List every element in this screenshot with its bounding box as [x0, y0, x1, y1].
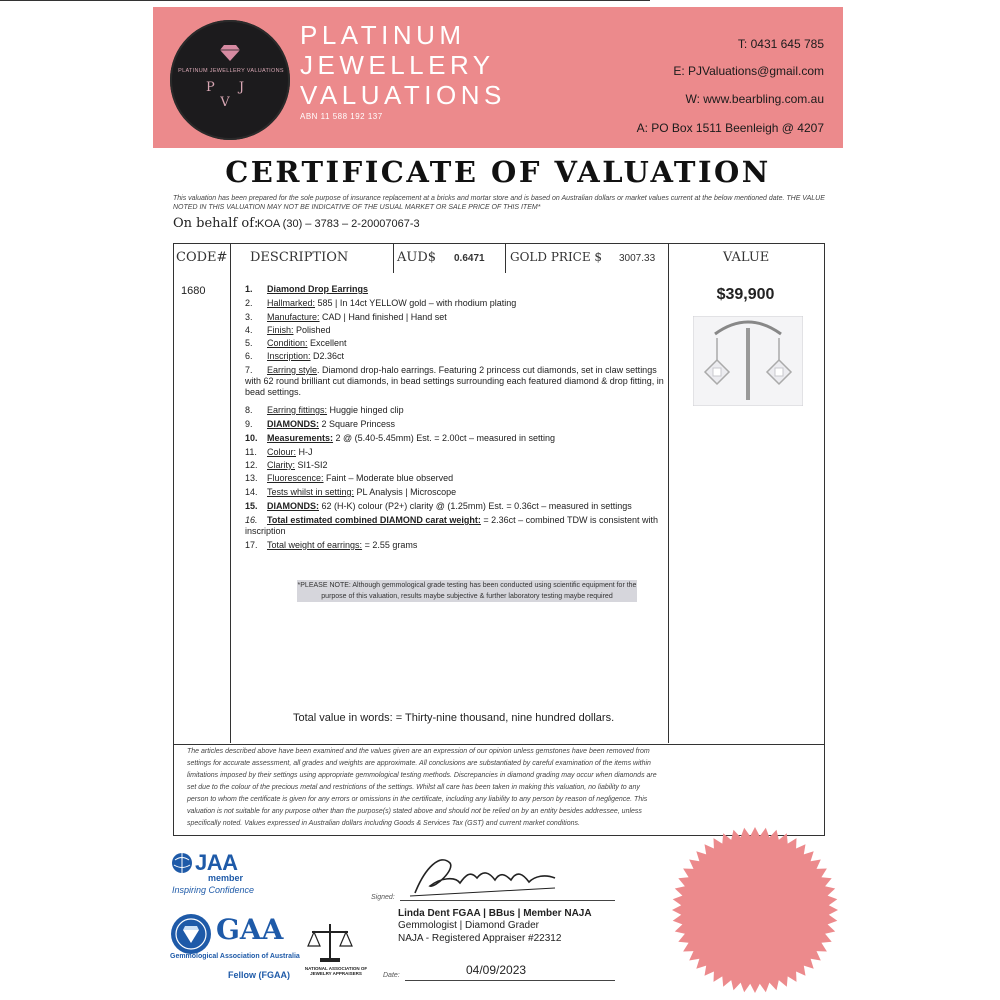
jaa-globe-icon: [171, 852, 193, 874]
list-item: [245, 460, 665, 471]
signed-label: Signed:: [371, 894, 395, 901]
behalf-label: On behalf of:: [173, 216, 259, 231]
list-item: [245, 433, 665, 444]
gaa-diamond-icon: [170, 913, 212, 955]
item-number: 8.: [245, 405, 253, 415]
item-text: PL Analysis | Microscope: [354, 487, 457, 497]
signature-line: [400, 900, 615, 901]
item-number: 13.: [245, 473, 258, 483]
item-text: Huggie hinged clip: [327, 405, 404, 415]
list-item: [245, 298, 665, 309]
signatory-naja: NAJA - Registered Appraiser #22312: [398, 933, 562, 944]
disclaimer-text: This valuation has been prepared for the sole purpose of insurance replacement at a bricks and mortar store and is based on Australian dollars or market values current at the below mentioned date. THE VALUE NOTED IN THIS VALUATION MAY NOT BE INDICATIVE OF THE USUAL MARKET OR SALE PRICE OF THIS ITEM*: [173, 195, 825, 211]
item-number: 5.: [245, 338, 253, 348]
item-code: 1680: [181, 285, 206, 297]
signature-image: [405, 848, 565, 903]
earring-photo: [693, 316, 803, 406]
item-label: Fluorescence:: [267, 473, 324, 483]
list-item: [245, 473, 665, 484]
list-item: [245, 405, 665, 416]
item-label: Diamond Drop Earrings: [267, 284, 369, 294]
contact-email: E: PJValuations@gmail.com: [673, 64, 824, 78]
item-label: Colour:: [267, 447, 297, 457]
header-aud-value: 0.6471: [454, 253, 485, 264]
item-text: 585 | In 14ct YELLOW gold – with rhodium plating: [315, 298, 517, 308]
gaa-fellow-text: Fellow (FGAA): [228, 970, 290, 980]
jaa-member-text: member: [208, 873, 244, 883]
contact-phone: T: 0431 645 785: [737, 37, 824, 51]
item-number: 3.: [245, 312, 253, 322]
signatory-name: Linda Dent FGAA | BBus | Member NAJA: [398, 908, 592, 919]
total-value-words: Total value in words: = Thirty-nine thousand, nine hundred dollars.: [293, 712, 615, 724]
item-number: 16.: [245, 515, 258, 525]
item-number: 4.: [245, 325, 253, 335]
item-text: 62 (H-K) colour (P2+) clarity @ (1.25mm) Est. = 0.36ct – measured in settings: [319, 501, 632, 511]
header-value: VALUE: [723, 250, 770, 265]
certificate-title: CERTIFICATE OF VALUATION: [225, 155, 771, 189]
list-item: [245, 365, 665, 398]
logo-ring-text: PLATINUM JEWELLERY VALUATIONS: [178, 68, 284, 74]
item-label: Measurements:: [267, 433, 334, 443]
header-code: CODE#: [176, 250, 228, 265]
item-number: 6.: [245, 351, 253, 361]
item-label: Total weight of earrings:: [267, 540, 363, 550]
list-item: [245, 540, 665, 551]
item-label: Earring fittings:: [267, 405, 328, 415]
item-text: SI1-SI2: [295, 460, 328, 470]
company-name: PLATINUM JEWELLERY VALUATIONS: [300, 20, 506, 110]
table-divider: [668, 243, 669, 743]
item-number: 7.: [245, 365, 253, 375]
date-value: 04/09/2023: [466, 963, 527, 977]
item-text: . Diamond drop-halo earrings. Featuring 2 princess cut diamonds, set in claw settings with 62 round brilliant cut diamonds, in bead settings surrounding each featured diamond & drop fitting, in bead settings.: [245, 365, 664, 397]
item-label: DIAMONDS:: [267, 501, 319, 511]
date-line: [405, 980, 615, 981]
list-item: [245, 515, 665, 537]
terms-text: The articles described above have been examined and the values given are an expression of our opinion unless gemstones have been removed from settings for accurate assessment, all grades and weights are approximate. All conclusions are substantiated by careful examination of the items within limitations imposed by their settings using appropriate gemmological testing methods. Discrepancies in diamond grading may occur when diamonds are set due to the colour of the precious metal and restrictions of the settings. Whilst all care has been taken in making this valuation, no liability to any person to whom the certificate is given for any errors or omissions in the certificate, including any liability to any person by reason of negligence. This valuation is not suitable for any purpose other than the purpose(s) stated above and should not be relied on by an entity besides addressee, unless specifically noted. Values expressed in Australian dollars including Goods & Services Tax (GST) and current market conditions.: [187, 748, 657, 827]
certificate-seal: [670, 825, 840, 995]
list-item: [245, 325, 665, 336]
item-label: Earring style: [267, 365, 318, 375]
list-item: [245, 447, 665, 458]
list-item: [245, 501, 665, 512]
table-divider: [505, 243, 506, 273]
gaa-full-name: Gemmological Association of Australia: [170, 953, 300, 960]
item-text: Excellent: [307, 338, 347, 348]
item-number: 2.: [245, 298, 253, 308]
item-text: 2 @ (5.40-5.45mm) Est. = 2.00ct – measured in setting: [333, 433, 556, 443]
gaa-logo-text: GAA: [216, 913, 284, 946]
item-text: CAD | Hand finished | Hand set: [319, 312, 447, 322]
item-text: Faint – Moderate blue observed: [323, 473, 454, 483]
behalf-value: KOA (30) – 3783 – 2-20007067-3: [257, 218, 420, 230]
diamond-icon: [220, 45, 240, 61]
item-label: Clarity:: [267, 460, 296, 470]
contact-website: W: www.bearbling.com.au: [685, 92, 824, 106]
list-item: [245, 312, 665, 323]
item-text: Polished: [293, 325, 331, 335]
item-number: 14.: [245, 487, 258, 497]
item-text: = 2.55 grams: [362, 540, 418, 550]
item-number: 10.: [245, 433, 258, 443]
item-label: Hallmarked:: [267, 298, 316, 308]
list-item: [245, 419, 665, 430]
item-number: 9.: [245, 419, 253, 429]
list-item: [245, 284, 665, 295]
please-note: *PLEASE NOTE: Although gemmological grade testing has been conducted using scientific equipment for the purpose of this valuation, results maybe subjective & further laboratory testing maybe required: [297, 582, 637, 600]
jaa-logo-text: JAA: [195, 850, 238, 875]
date-label: Date:: [383, 972, 400, 979]
signatory-role: Gemmologist | Diamond Grader: [398, 920, 539, 931]
list-item: [245, 338, 665, 349]
item-label: Condition:: [267, 338, 308, 348]
header-gold-value: 3007.33: [619, 253, 656, 264]
item-label: Finish:: [267, 325, 294, 335]
jaa-tagline: Inspiring Confidence: [172, 885, 255, 895]
item-label: Tests whilst in setting:: [267, 487, 355, 497]
item-text: H-J: [296, 447, 313, 457]
header-aud-label: AUD$: [397, 250, 437, 265]
header-description: DESCRIPTION: [250, 250, 349, 265]
item-text: D2.36ct: [310, 351, 345, 361]
table-divider: [230, 243, 231, 743]
item-text: 2 Square Princess: [319, 419, 396, 429]
item-label: Inscription:: [267, 351, 311, 361]
item-number: 17.: [245, 540, 258, 550]
item-label: Manufacture:: [267, 312, 320, 322]
list-item: [245, 351, 665, 362]
table-divider: [393, 243, 394, 273]
header-gold-label: GOLD PRICE $: [510, 250, 603, 264]
item-number: 1.: [245, 284, 253, 294]
item-text: = 2.36ct – combined TDW is consistent with inscription: [245, 515, 659, 536]
item-number: 15.: [245, 501, 258, 511]
list-item: [245, 487, 665, 498]
logo-initials: P J V: [205, 80, 255, 110]
item-label: Total estimated combined DIAMOND carat weight:: [267, 515, 481, 525]
naja-logo-text: NATIONAL ASSOCIATION OF JEWELRY APPRAISERS: [304, 966, 368, 976]
item-label: DIAMONDS:: [267, 419, 319, 429]
scales-icon: [306, 920, 354, 965]
contact-address: A: PO Box 1511 Beenleigh @ 4207: [636, 121, 824, 135]
item-number: 11.: [245, 447, 257, 457]
valuation-price: $39,900: [716, 286, 775, 303]
item-number: 12.: [245, 460, 258, 470]
table-header-divider: [0, 0, 650, 1]
abn-number: ABN 11 588 192 137: [300, 112, 383, 121]
